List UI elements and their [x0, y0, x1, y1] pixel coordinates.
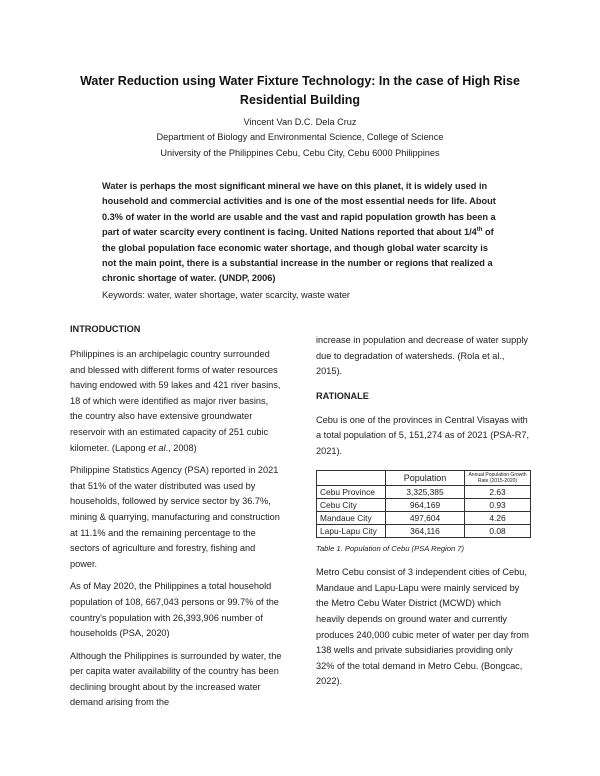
table-cell-population: 964,169: [386, 498, 465, 511]
introduction-heading: INTRODUCTION: [70, 324, 141, 334]
intro-citation-c: ., 2008): [165, 442, 197, 453]
intro-paragraph-1: [70, 347, 283, 456]
table-row: [317, 498, 531, 511]
table-cell-growth: 0.93: [465, 498, 531, 511]
abstract-superscript: th: [476, 227, 483, 234]
table-cell-growth: 0.08: [465, 524, 531, 537]
intro-p1-text: Philippines is an archipelagic country surrounded and blessed with different forms of water resources having endowed with 59 lakes and 421 river basins, 18 of which were identified as major river basins, the country also have extensive groundwater reservoir with an estimated capacity of 251 cubic kilometer.: [70, 349, 281, 453]
table-header-growth: Annual Population Growth Rate (2015-2020): [465, 470, 531, 485]
abstract: [102, 179, 498, 287]
author-university: University of the Philippines Cebu, Cebu City, Cebu 6000 Philippines: [160, 147, 440, 158]
population-table: [316, 470, 531, 538]
table-row: [317, 524, 531, 537]
intro-citation-a: (Lapong: [111, 442, 149, 453]
table-cell-place: Lapu-Lapu City: [317, 524, 386, 537]
intro-paragraph-4: Although the Philippines is surrounded by water, the per capita water availability of the country has been declining brought about by the increased water demand arising from the: [70, 650, 282, 708]
keywords: Keywords: water, water shortage, water scarcity, waste water: [102, 290, 350, 300]
abstract-text-start: Water is perhaps the most significant mineral we have on this planet, it is widely used in household and commercial activities and is one of the most essential needs for life. About 0.3% of water in the world are usable and the vast and rapid population growth has been a part of water scarcity every continent is facing. United Nations reported that about 1/4: [102, 181, 496, 238]
intro-citation-etal: et al: [148, 442, 166, 453]
table-cell-place: Cebu City: [317, 498, 386, 511]
intro-paragraph-2: Philippine Statistics Agency (PSA) reported in 2021 that 51% of the water distributed was used by households, followed by service sector by 36.7%, mining & quarrying, manufacturing and construction at 11.1% and the remaining percentage to the sectors of agriculture and forestry, fishing and power.: [70, 465, 280, 569]
table-cell-place: Cebu Province: [317, 485, 386, 498]
intro-continued: increase in population and decrease of water supply due to degradation of watersheds. (Rola et al., 2015).: [316, 335, 528, 377]
table-row: [317, 485, 531, 498]
table-cell-growth: 4.26: [465, 511, 531, 524]
table-header-place: [317, 470, 386, 485]
table-header-population: Population: [386, 470, 465, 485]
left-column: [70, 322, 283, 718]
author-name: Vincent Van D.C. Dela Cruz: [243, 117, 357, 127]
rationale-heading: RATIONALE: [316, 390, 369, 401]
table-header-row: [317, 470, 531, 485]
abstract-text-end: of the global population face economic water shortage, and though global water scarcity is not the main point, there is a substantial increase in the number or regions that realized a chronic shortage of water. (UNDP, 2006): [102, 227, 494, 284]
table-cell-growth: 2.63: [465, 485, 531, 498]
table-cell-population: 3,325,385: [386, 485, 465, 498]
author-department: Department of Biology and Environmental Science, College of Science: [156, 132, 444, 143]
paper-title: Water Reduction using Water Fixture Technology: In the case of High Rise Residential Building: [80, 74, 520, 107]
table-cell-population: 497,604: [386, 511, 465, 524]
right-column: [316, 333, 529, 690]
intro-paragraph-3: As of May 2020, the Philippines a total household population of 108, 667,043 persons or 99.7% of the country's population with 26,393,906 number of households (PSA, 2020): [70, 581, 279, 639]
rationale-paragraph: Cebu is one of the provinces in Central Visayas with a total population of 5, 151,274 as of 2021 (PSA-R7, 2021).: [316, 414, 529, 456]
metro-cebu-paragraph: Metro Cebu consist of 3 independent cities of Cebu, Mandaue and Lapu-Lapu were mainly serviced by the Metro Cebu Water District (MCWD) which heavily depends on ground water and currently produces 240,000 cubic meter of water per day from 138 wells and private subsidiaries providing only 32% of the total demand in Metro Cebu. (Bongcac, 2022).: [316, 567, 529, 687]
table-cell-population: 364,116: [386, 524, 465, 537]
table-caption: Table 1. Population of Cebu (PSA Region 7): [316, 543, 465, 553]
author-block: [60, 115, 540, 161]
table-row: [317, 511, 531, 524]
table-cell-place: Mandaue City: [317, 511, 386, 524]
